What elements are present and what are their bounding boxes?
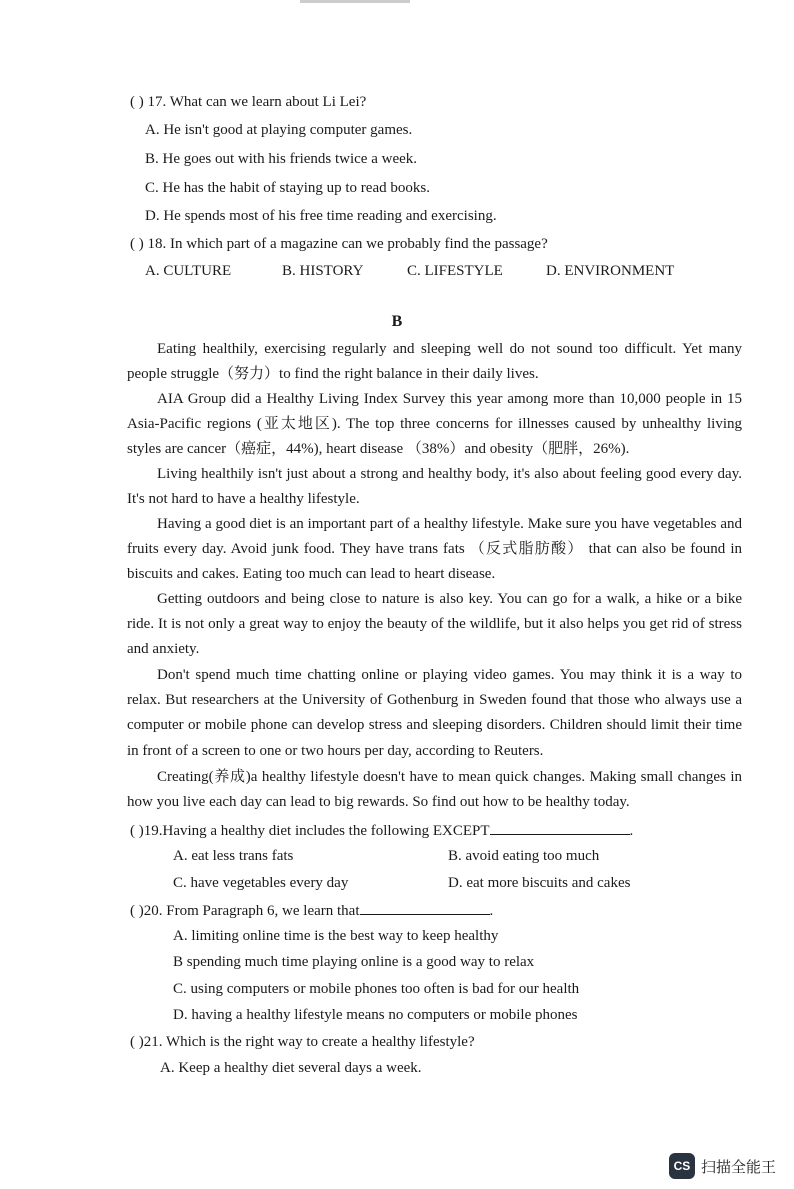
question-17-option-b: B. He goes out with his friends twice a week.: [145, 151, 418, 167]
passage-paragraph-5: Getting outdoors and being close to nature is also key. You can go for a walk, a hike or a bike ride. It is not only a great way to enjoy the beauty of the wildlife, but it also helps you get rid of stress and anxiety.: [127, 591, 742, 658]
passage-paragraph-3: Living healthily isn't just about a strong and healthy body, it's also about feeling good every day. It's not hard to have a healthy lifestyle.: [127, 466, 742, 508]
question-20-stem: ( )20. From Paragraph 6, we learn that: [130, 903, 360, 919]
question-18-option-a: A. CULTURE: [145, 263, 232, 279]
answer-blank: [360, 900, 490, 915]
question-19-stem-end: .: [629, 823, 634, 839]
question-19-option-b: B. avoid eating too much: [448, 848, 600, 864]
question-20-option-c: C. using computers or mobile phones too often is bad for our health: [173, 981, 580, 997]
question-17-option-d: D. He spends most of his free time reading and exercising.: [145, 208, 497, 224]
question-20-stem-end: .: [489, 903, 494, 919]
question-18-stem: ( ) 18. In which part of a magazine can we probably find the passage?: [130, 236, 548, 252]
passage-paragraph-2: AIA Group did a Healthy Living Index Survey this year among more than 10,000 people in 15 Asia-Pacific regions (亚太地区). The top three concerns for illnesses caused by unhealthy living styles are cancer（癌症，44%), heart disease （38%）and obesity（肥胖，26%).: [127, 391, 742, 458]
question-20-option-a: A. limiting online time is the best way to keep healthy: [173, 928, 499, 944]
question-17-stem: ( ) 17. What can we learn about Li Lei?: [130, 94, 367, 110]
scan-top-mark: [300, 0, 410, 3]
passage-paragraph-7: Creating(养成)a healthy lifestyle doesn't have to mean quick changes. Making small changes in how you live each day can lead to big rewards. So find out how to be healthy today.: [127, 769, 742, 811]
question-18-option-d: D. ENVIRONMENT: [546, 263, 675, 279]
passage-paragraph-1: Eating healthily, exercising regularly and sleeping well do not sound too difficult. Yet many people struggle（努力）to find the right balance in their daily lives.: [127, 341, 742, 383]
question-19-option-d: D. eat more biscuits and cakes: [448, 875, 631, 891]
question-18-option-c: C. LIFESTYLE: [407, 263, 503, 279]
question-17-option-c: C. He has the habit of staying up to read books.: [145, 180, 430, 196]
question-19-stem-row: [130, 820, 633, 841]
answer-blank: [490, 820, 630, 835]
question-21-stem: ( )21. Which is the right way to create a healthy lifestyle?: [130, 1034, 475, 1050]
passage-paragraph-4: Having a good diet is an important part of a healthy lifestyle. Make sure you have vegetables and fruits every day. Avoid junk food. They have trans fats （反式脂肪酸） that can also be found in biscuits and cakes. Eating too much can lead to heart disease.: [127, 516, 742, 583]
question-18-option-b: B. HISTORY: [282, 263, 364, 279]
question-19-stem: ( )19.Having a healthy diet includes the following EXCEPT: [130, 823, 490, 839]
scanner-watermark: [669, 1153, 776, 1179]
question-21-option-a: A. Keep a healthy diet several days a week.: [160, 1060, 422, 1076]
question-20-option-b: B spending much time playing online is a good way to relax: [173, 954, 535, 970]
question-17-option-a: A. He isn't good at playing computer games.: [145, 122, 413, 138]
question-19-option-a: A. eat less trans fats: [173, 848, 294, 864]
watermark-text: 扫描全能王: [700, 1157, 776, 1176]
camscanner-logo-icon: CS: [669, 1153, 695, 1179]
question-19-option-c: C. have vegetables every day: [173, 875, 349, 891]
question-20-option-d: D. having a healthy lifestyle means no computers or mobile phones: [173, 1007, 578, 1023]
question-20-stem-row: [130, 900, 493, 921]
passage-paragraph-6: Don't spend much time chatting online or playing video games. You may think it is a way to relax. But researchers at the University of Gothenburg in Sweden found that those who always use a computer or mobile phone can develop stress and sleeping disorders. Children should limit their time in front of a screen to one or two hours per day, according to Reuters.: [127, 667, 742, 759]
section-b-heading: B: [391, 313, 403, 330]
